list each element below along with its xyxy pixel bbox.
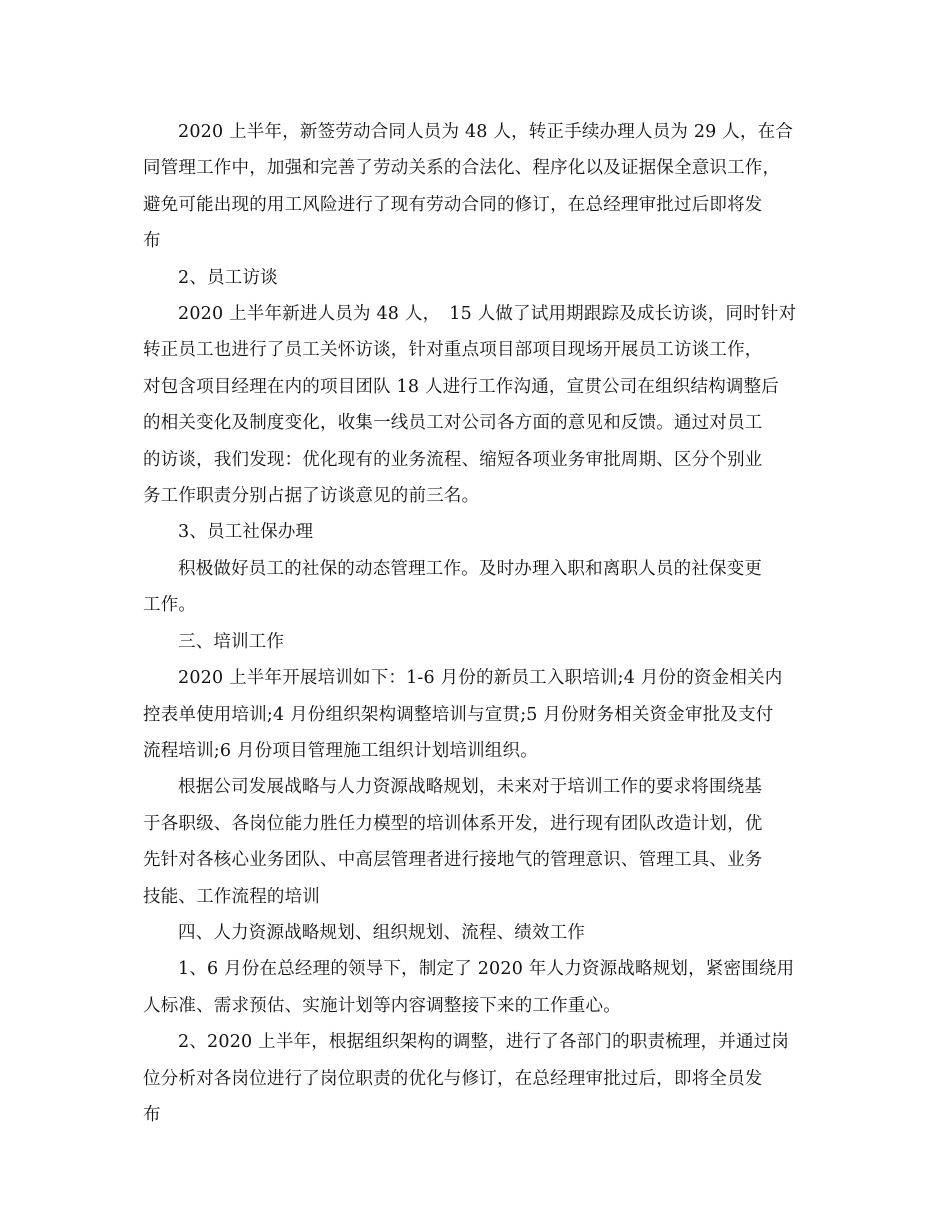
paragraph-hr-strategy-plan: 1、6 月份在总经理的领导下，制定了 2020 年人力资源战略规划，紧密围绕用 人标准、需求预估、实施计划等内容调整接下来的工作重心。 <box>143 959 795 1016</box>
section-heading-training: 三、培训工作 <box>178 631 285 652</box>
paragraph-employee-interview: 2020 上半年新进人员为 48 人， 15 人做了试用期跟踪及成长访谈，同时针对 转正员工也进行了员工关怀访谈，针对重点项目部项目现场开展员工访谈工作， 对包含项目经理在内的项目团队 18 人进行工作沟通，宣贯公司在组织结构调整后 的相关变化及制度变化，收集一线员工对公司各方面的意见和反馈。通过对员工 的访谈，我们发现：优化现有的业务流程、缩短各项业务审批周期、区分个别业 务工作职责分别占据了访谈意见的前三名。 <box>143 304 797 507</box>
paragraph-job-responsibilities: 2、2020 上半年，根据组织架构的调整，进行了各部门的职责梳理，并通过岗 位分析对各岗位进行了岗位职责的优化与修订，在总经理审批过后，即将全员发 布 <box>143 1032 790 1125</box>
section-heading-social-insurance: 3、员工社保办理 <box>178 522 314 543</box>
document-page <box>143 114 807 1133</box>
paragraph-social-insurance: 积极做好员工的社保的动态管理工作。及时办理入职和离职人员的社保变更 工作。 <box>143 558 763 616</box>
paragraph-contract-summary: 2020 上半年，新签劳动合同人员为 48 人，转正手续办理人员为 29 人，在合 同管理工作中，加强和完善了劳动关系的合法化、程序化以及证据保全意识工作， 避免可能出现的用工风险进行了现有劳动合同的修订，在总经理审批过后即将发 布 <box>143 122 794 252</box>
paragraph-training-plan: 根据公司发展战略与人力资源战略规划，未来对于培训工作的要求将围绕基 于各职级、各岗位能力胜任力模型的培训体系开发，进行现有团队改造计划，优 先针对各核心业务团队、中高层管理者进行接地气的管理意识、管理工具、业务 技能、工作流程的培训 <box>143 777 763 907</box>
section-heading-hr-strategy: 四、人力资源战略规划、组织规划、流程、绩效工作 <box>178 922 586 943</box>
paragraph-training-list: 2020 上半年开展培训如下：1-6 月份的新员工入职培训;4 月份的资金相关内 控表单使用培训;4 月份组织架构调整培训与宣贯;5 月份财务相关资金审批及支付 流程培训;6 月份项目管理施工组织计划培训组织。 <box>143 668 783 761</box>
section-heading-employee-interview: 2、员工访谈 <box>178 267 278 288</box>
